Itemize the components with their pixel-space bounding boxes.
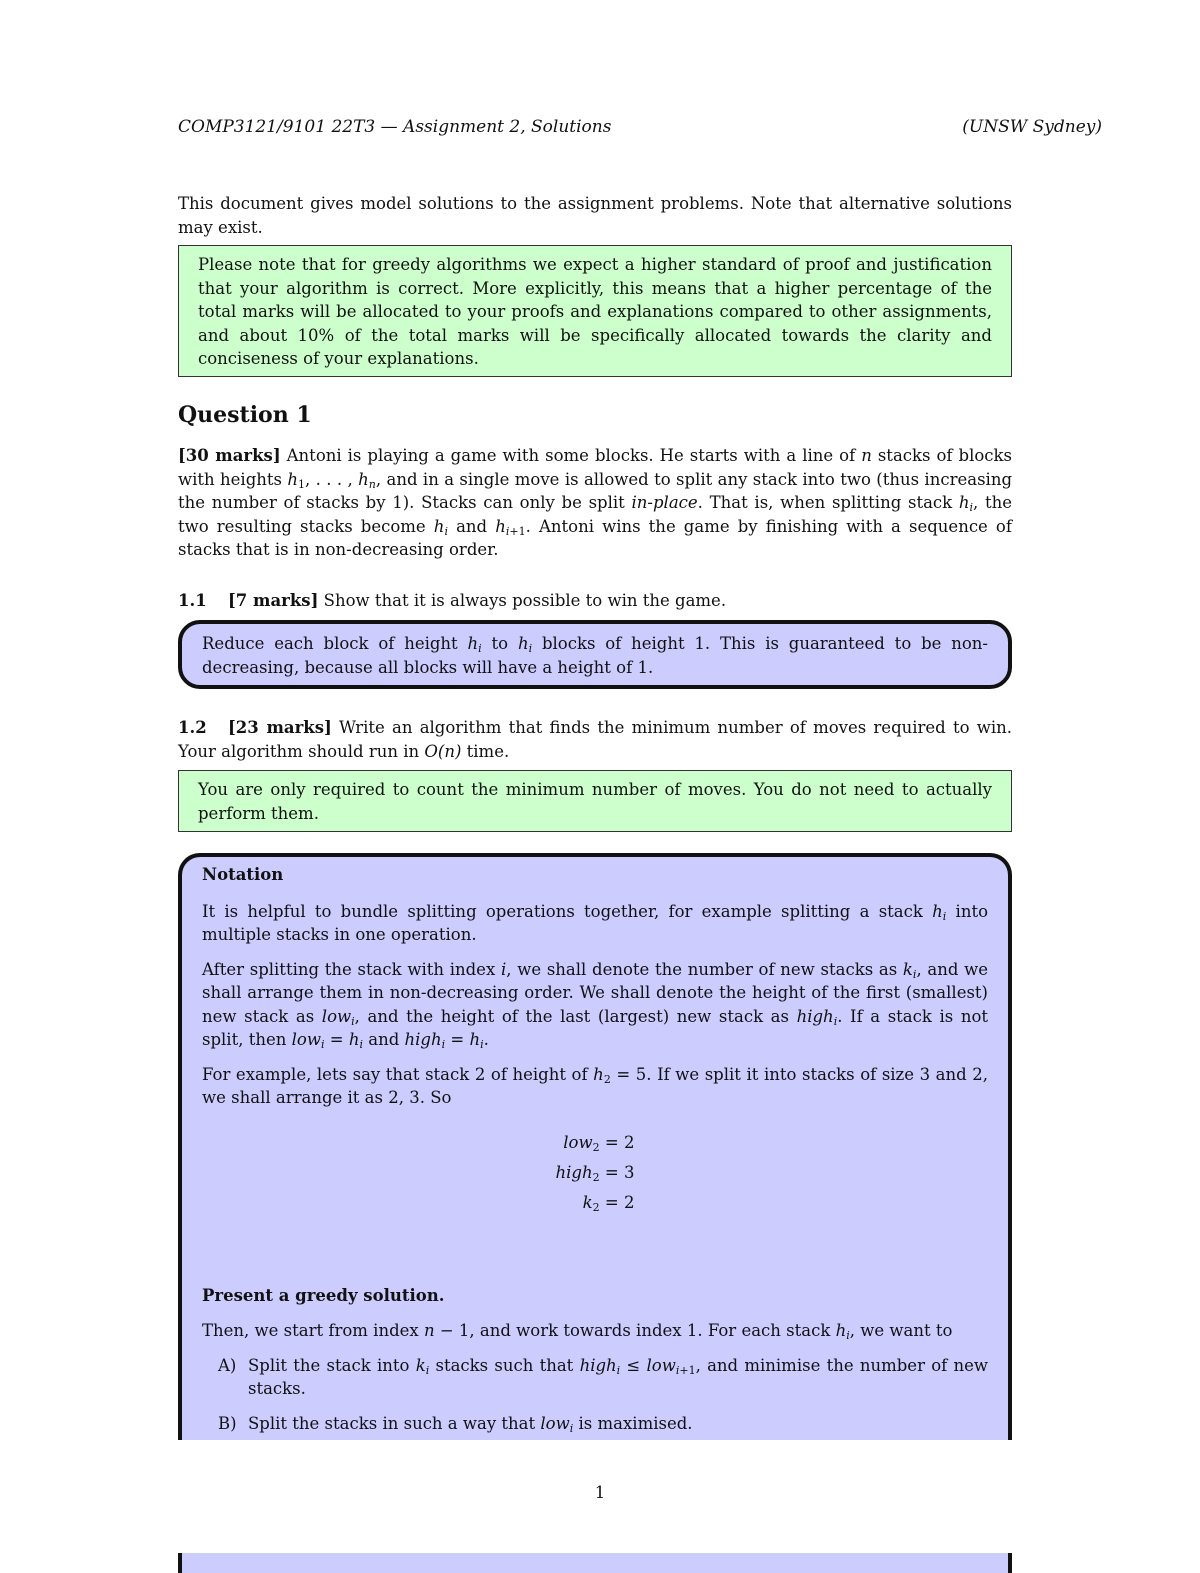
part-1-2: 1.2 [23 marks] Write an algorithm that finds the minimum number of moves required to win. Your algorithm should run in O(n) time.	[178, 718, 1012, 761]
question-title: Question 1	[178, 402, 312, 428]
part-1-1-marks: [7 marks]	[228, 591, 319, 610]
intro-paragraph: This document gives model solutions to the assignment problems. Note that alternative solutions may exist.	[178, 194, 1012, 237]
question-paragraph: [30 marks] Antoni is playing a game with some blocks. He starts with a line of n stacks of blocks with heights $h_1$, . . . , $h_n$, and in a single move is allowed to split any stack into two (thus increasing the number of stacks by 1). Stacks can only be split in-place. That is, when splitting stack $h_i$, the two resulting stacks become $h_i$ and $h_{i+1}$. Antoni wins the game by finishing with a sequence of stacks that is in non-decreasing order.	[178, 446, 1013, 559]
page-number: 1	[594, 1483, 606, 1502]
part-1-2-marks: [23 marks]	[228, 718, 332, 737]
greedy-heading: Present a greedy solution.	[202, 1285, 445, 1305]
example-equations: low$_2$ = 2 high$_2$ = 3 $k_2$ = 2	[555, 1132, 635, 1214]
note-box-1-2: You are only required to count the minimum number of moves. You do not need to actually perform them.	[178, 770, 1012, 832]
notation-paragraph-3: For example, lets say that stack 2 of height of $h_2 = 5$. If we split it into stacks of size 3 and 2, we shall arrange it as 2, 3. So	[202, 1064, 988, 1107]
greedy-step-a: A) Split the stack into $k_i$ stacks such that high$_i$ ≤ low$_{i+1}$, and minimise the number of new stacks.	[218, 1355, 988, 1398]
notation-heading: Notation	[202, 865, 284, 884]
notice-text: Please note that for greedy algorithms we expect a higher standard of proof and justification that your algorithm is correct. More explicitly, this means that a higher percentage of the total marks will be allocated to your proofs and explanations compared to other assignments, and about 10% of the total marks will be specifically allocated towards the clarity and conciseness of your explanations.	[198, 255, 992, 368]
notation-paragraph-2: After splitting the stack with index i, we shall denote the number of new stacks as $k_i$, and we shall arrange them in non-decreasing order. We shall denote the height of the first (smallest) new stack as low$_i$, and the height of the last (largest) new stack as high$_i$. If a stack is not split, then $low_i = h_i$ and high$_i$ = $h_i$.	[202, 959, 989, 1051]
page-header	[178, 116, 1102, 140]
part-1-1: 1.1 [7 marks] Show that it is always possible to win the game.	[178, 589, 1012, 613]
notation-paragraph-1: It is helpful to bundle splitting operations together, for example splitting a stack $h_i$ into multiple stacks in one operation.	[202, 901, 989, 944]
header-institution: (UNSW Sydney)	[962, 117, 1102, 137]
greedy-paragraph: Then, we start from index n − 1, and work towards index 1. For each stack $h_i$, we want to	[202, 1321, 953, 1342]
header-title: COMP3121/9101 22T3 — Assignment 2, Solutions	[178, 117, 612, 137]
part-1-2-number: 1.2	[178, 718, 207, 737]
question-marks: [30 marks]	[178, 446, 281, 465]
answer-box-1-1: Reduce each block of height $h_i$ to $h_i$ blocks of height 1. This is guaranteed to be non-decreasing, because all blocks will have a height of 1.	[178, 620, 1012, 689]
notice-box	[178, 245, 1012, 377]
part-1-1-number: 1.1	[178, 591, 207, 610]
complexity: O(n)	[424, 741, 462, 761]
greedy-step-b: B) Split the stacks in such a way that low$_i$ is maximised.	[218, 1413, 693, 1435]
